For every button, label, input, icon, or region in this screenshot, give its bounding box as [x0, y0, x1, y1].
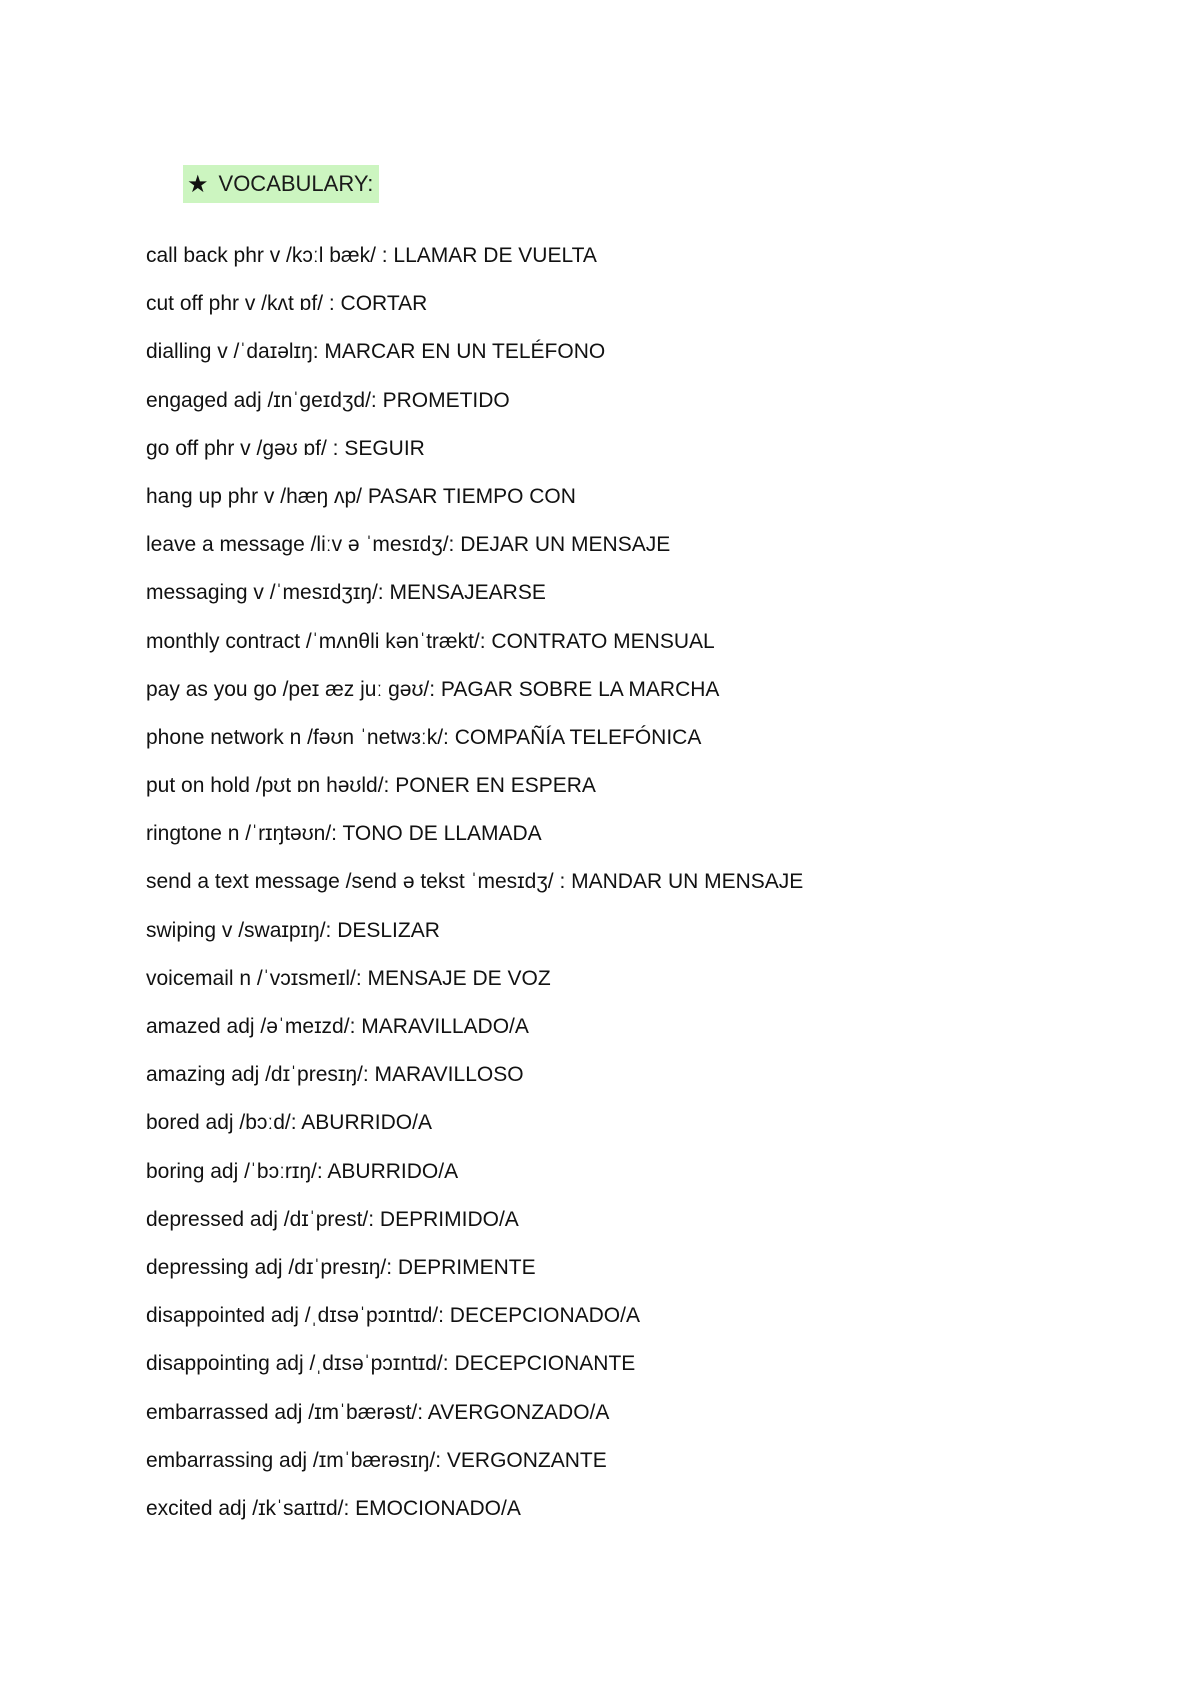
- vocabulary-list: [146, 236, 803, 1537]
- vocabulary-entry: swiping v /swaɪpɪŋ/: DESLIZAR: [146, 918, 440, 942]
- vocabulary-entry: messaging v /ˈmesɪdʒɪŋ/: MENSAJEARSE: [146, 581, 546, 605]
- vocabulary-entry: embarrassed adj /ɪmˈbærəst/: AVERGONZADO/A: [146, 1400, 610, 1424]
- vocabulary-entry: amazed adj /əˈmeɪzd/: MARAVILLADO/A: [146, 1015, 529, 1038]
- vocabulary-entry: leave a message /liːv ə ˈmesɪdʒ/: DEJAR UN MENSAJE: [146, 533, 671, 557]
- vocabulary-entry: boring adj /ˈbɔːrɪŋ/: ABURRIDO/A: [146, 1159, 459, 1183]
- vocabulary-entry: depressing adj /dɪˈpresɪŋ/: DEPRIMENTE: [146, 1255, 536, 1279]
- vocabulary-entry: dialling v /ˈdaɪəlɪŋ: MARCAR EN UN TELÉFONO: [146, 340, 606, 364]
- vocabulary-entry: disappointed adj /ˌdɪsəˈpɔɪntɪd/: DECEPCIONADO/A: [146, 1304, 640, 1328]
- vocabulary-entry: embarrassing adj /ɪmˈbærəsɪŋ/: VERGONZANTE: [146, 1448, 607, 1472]
- vocabulary-entry: send a text message /send ə tekst ˈmesɪdʒ/ : MANDAR UN MENSAJE: [146, 870, 804, 894]
- vocabulary-entry: excited adj /ɪkˈsaɪtɪd/: EMOCIONADO/A: [146, 1496, 521, 1520]
- vocabulary-entry: cut off phr v /kʌt ɒf/ : CORTAR: [146, 292, 428, 316]
- star-icon: ★: [187, 170, 209, 198]
- vocabulary-entry: engaged adj /ɪnˈɡeɪdʒd/: PROMETIDO: [146, 388, 510, 412]
- heading-text: VOCABULARY:: [218, 171, 374, 196]
- vocabulary-entry: pay as you go /peɪ æz juː ɡəʊ/: PAGAR SOBRE LA MARCHA: [146, 677, 720, 701]
- vocabulary-entry: monthly contract /ˈmʌnθli kənˈtrækt/: CONTRATO MENSUAL: [146, 629, 715, 653]
- vocabulary-heading: [183, 165, 379, 203]
- vocabulary-entry: ringtone n /ˈrɪŋtəʊn/: TONO DE LLAMADA: [146, 822, 542, 846]
- vocabulary-entry: hang up phr v /hæŋ ʌp/ PASAR TIEMPO CON: [146, 484, 576, 508]
- vocabulary-entry: call back phr v /kɔːl bæk/ : LLAMAR DE VUELTA: [146, 244, 597, 267]
- vocabulary-entry: put on hold /pʊt ɒn həʊld/: PONER EN ESPERA: [146, 774, 596, 798]
- vocabulary-entry: go off phr v /ɡəʊ ɒf/ : SEGUIR: [146, 436, 425, 460]
- vocabulary-entry: disappointing adj /ˌdɪsəˈpɔɪntɪd/: DECEPCIONANTE: [146, 1352, 636, 1376]
- vocabulary-entry: voicemail n /ˈvɔɪsmeɪl/: MENSAJE DE VOZ: [146, 966, 551, 990]
- vocabulary-entry: bored adj /bɔːd/: ABURRIDO/A: [146, 1111, 432, 1135]
- vocabulary-entry: phone network n /fəʊn ˈnetwɜːk/: COMPAÑÍA TELEFÓNICA: [146, 725, 702, 749]
- vocabulary-entry: depressed adj /dɪˈprest/: DEPRIMIDO/A: [146, 1207, 519, 1231]
- vocabulary-entry: amazing adj /dɪˈpresɪŋ/: MARAVILLOSO: [146, 1063, 524, 1087]
